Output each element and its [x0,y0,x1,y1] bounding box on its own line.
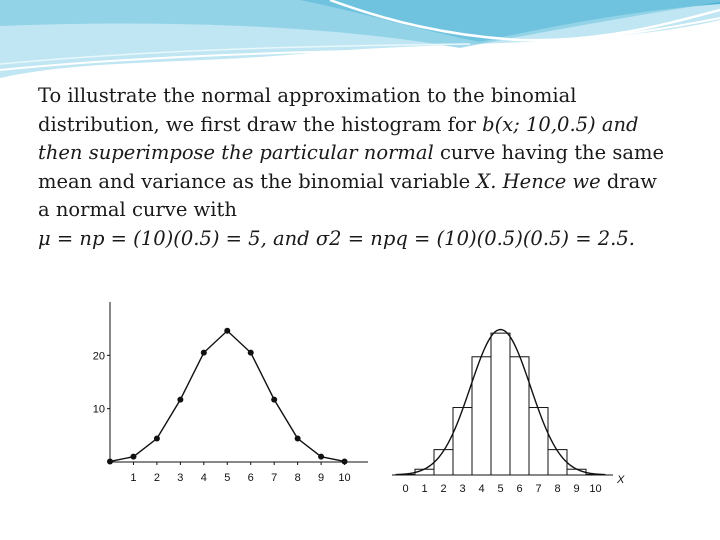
header-banner [0,0,720,90]
binomial-point [177,397,183,403]
paragraph-line-1: To illustrate the normal approximation to the binomial [38,84,577,107]
binomial-point [224,328,230,334]
right-x-tick-label: 2 [440,483,447,495]
right-x-tick-label: 9 [573,483,580,495]
figure-panel [88,292,656,520]
binomial-point [271,397,277,403]
binomial-point [107,458,113,464]
right-x-tick-label: 1 [421,483,428,495]
right-x-axis-label: X [617,474,625,486]
histogram-bar [491,333,510,475]
right-x-tick-label: 5 [497,483,504,495]
chart-figure [88,292,656,520]
right-x-tick-label: 10 [589,483,602,495]
line4-text: mean and variance as the binomial variable [38,169,477,193]
body-paragraph [38,82,698,253]
histogram-bar [453,408,472,475]
paragraph-line-4 [38,168,698,197]
histogram-bar [529,408,548,475]
paragraph-line-2 [38,111,698,140]
right-x-tick-label: 7 [535,483,542,495]
line3-text: curve having the same [439,141,664,164]
line3-italic: then superimpose the particular normal [38,141,440,164]
paragraph-line-5: a normal curve with [38,198,237,221]
right-x-tick-label: 3 [459,483,466,495]
left-x-tick-label: 5 [224,472,231,484]
left-x-tick-label: 9 [318,472,325,484]
line2-text: distribution, we first draw the histogram for [38,112,483,136]
binomial-point [342,458,348,464]
normal-curve [396,329,605,474]
left-x-tick-label: 3 [177,472,184,484]
formula-line: μ = np = (10)(0.5) = 5, and σ2 = npq = (10)(0.5)(0.5) = 2.5. [38,226,635,250]
left-x-tick-label: 7 [271,472,278,484]
left-x-tick-label: 4 [200,472,207,484]
binomial-point [154,436,160,442]
left-y-tick-label: 20 [92,350,105,363]
binomial-point [248,350,254,356]
line4-italic: X. Hence we [476,169,601,193]
right-x-tick-label: 6 [516,483,523,495]
right-x-tick-label: 0 [402,483,409,495]
histogram-bar [548,450,567,475]
left-y-tick-label: 10 [92,403,105,416]
left-x-tick-label: 8 [294,472,301,484]
right-x-tick-label: 8 [554,483,561,495]
binomial-point [318,454,324,460]
histogram-bar [434,450,453,475]
line4-tail: draw [600,169,657,193]
paragraph-line-3 [38,139,698,168]
binomial-point [201,350,207,356]
binomial-point [130,454,136,460]
left-x-tick-label: 2 [153,472,160,484]
left-x-tick-label: 1 [130,472,137,484]
line2-italic: b(x; 10,0.5) and [482,112,639,136]
binomial-point [295,436,301,442]
left-x-tick-label: 10 [338,472,351,484]
right-x-tick-label: 4 [478,483,485,495]
left-x-tick-label: 6 [247,472,254,484]
binomial-line [110,331,345,462]
